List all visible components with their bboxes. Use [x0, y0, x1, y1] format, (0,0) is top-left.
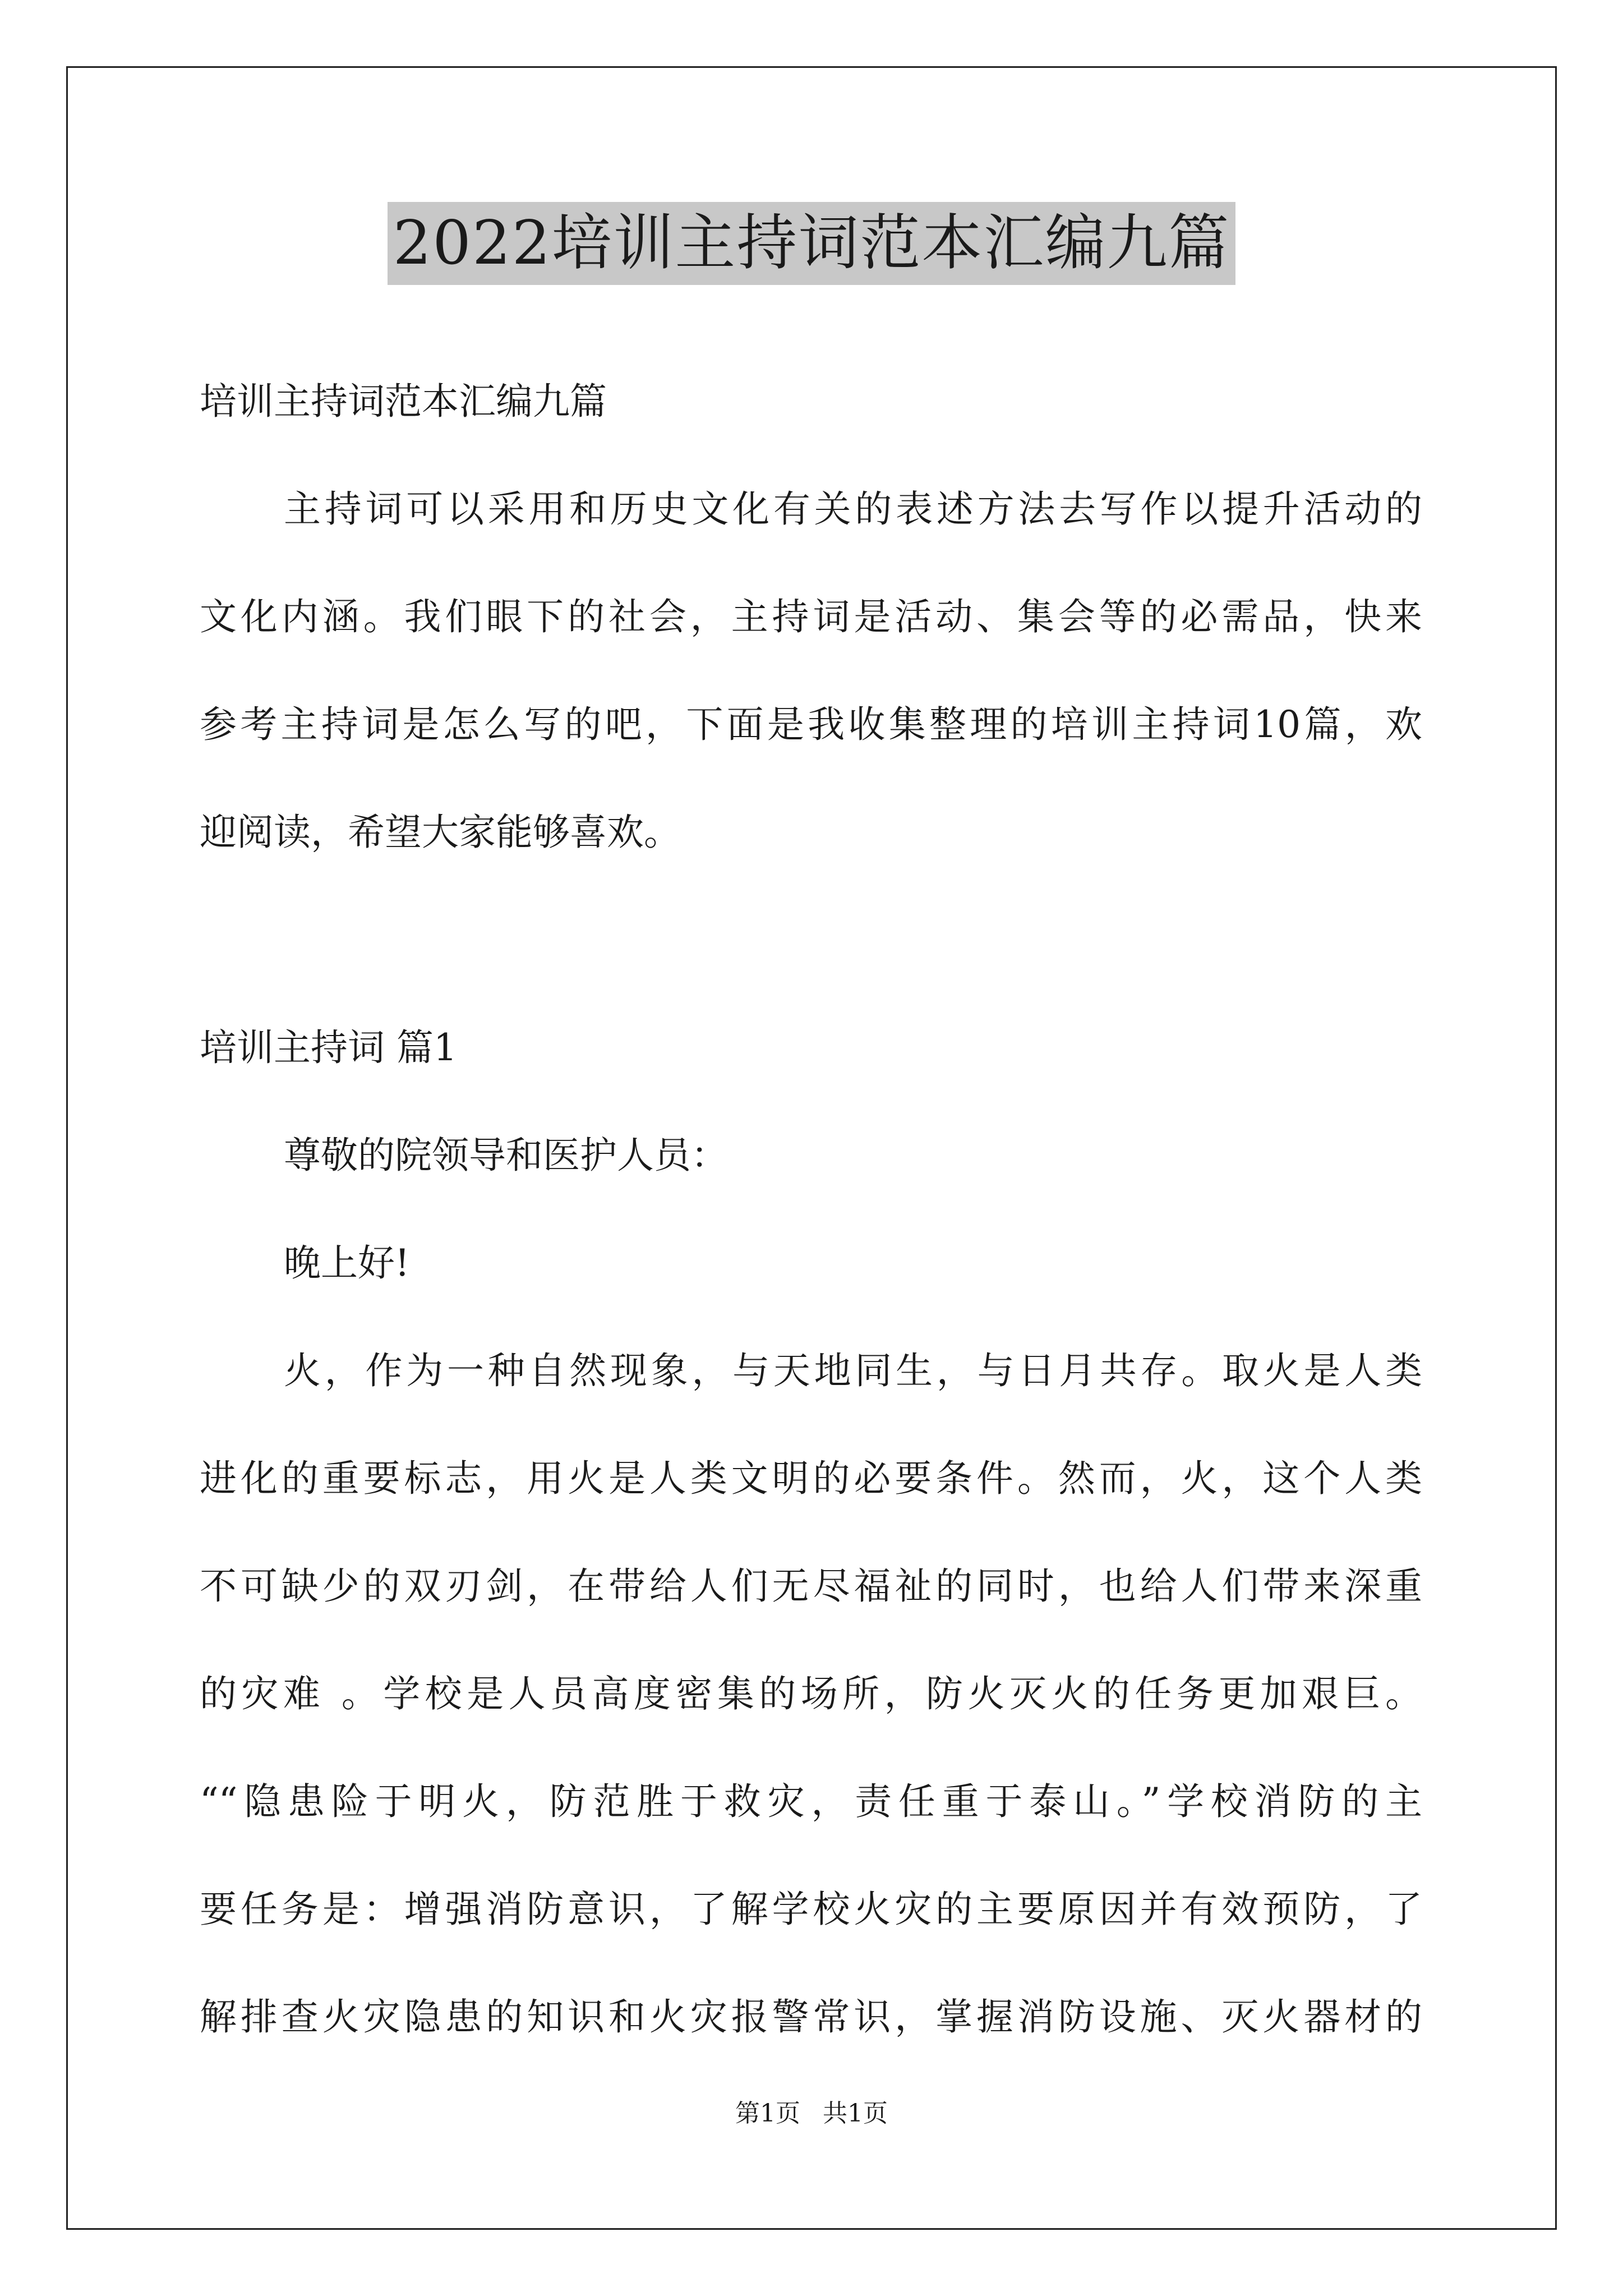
paragraph-gap	[200, 886, 1422, 994]
page-total: 共1页	[823, 2099, 888, 2128]
page-footer	[0, 2097, 1623, 2131]
paragraph-line: 参考主持词是怎么写的吧，下面是我收集整理的培训主持词10篇，欢	[200, 703, 1422, 746]
paragraph-line: 解排查火灾隐患的知识和火灾报警常识，掌握消防设施、灭火器材的	[200, 1995, 1422, 2039]
paragraph-line: ““隐患险于明火，防范胜于救灾，责任重于泰山。”学校消防的主	[200, 1780, 1422, 1823]
document-body	[200, 348, 1422, 2071]
title-container	[0, 202, 1623, 285]
paragraph-line: 不可缺少的双刃剑，在带给人们无尽福祉的同时，也给人们带来深重	[200, 1565, 1422, 1608]
section-heading: 培训主持词 篇1	[200, 1026, 457, 1069]
greeting-line: 晚上好!	[284, 1241, 410, 1285]
document-title: 2022培训主持词范本汇编九篇	[388, 202, 1236, 285]
subtitle-line: 培训主持词范本汇编九篇	[200, 380, 607, 423]
greeting-line: 尊敬的院领导和医护人员：	[284, 1134, 728, 1177]
paragraph-line: 火，作为一种自然现象，与天地同生，与日月共存。取火是人类	[284, 1349, 1422, 1392]
paragraph-line: 进化的重要标志，用火是人类文明的必要条件。然而，火，这个人类	[200, 1457, 1422, 1500]
paragraph-line: 迎阅读，希望大家能够喜欢。	[200, 811, 681, 854]
paragraph-line: 文化内涵。我们眼下的社会，主持词是活动、集会等的必需品，快来	[200, 595, 1422, 638]
paragraph-line: 主持词可以采用和历史文化有关的表述方法去写作以提升活动的	[284, 487, 1422, 531]
paragraph-line: 的灾难 。学校是人员高度密集的场所，防火灭火的任务更加艰巨。	[200, 1672, 1422, 1715]
page-number: 第1页	[735, 2099, 800, 2128]
paragraph-line: 要任务是：增强消防意识，了解学校火灾的主要原因并有效预防，了	[200, 1888, 1422, 1931]
